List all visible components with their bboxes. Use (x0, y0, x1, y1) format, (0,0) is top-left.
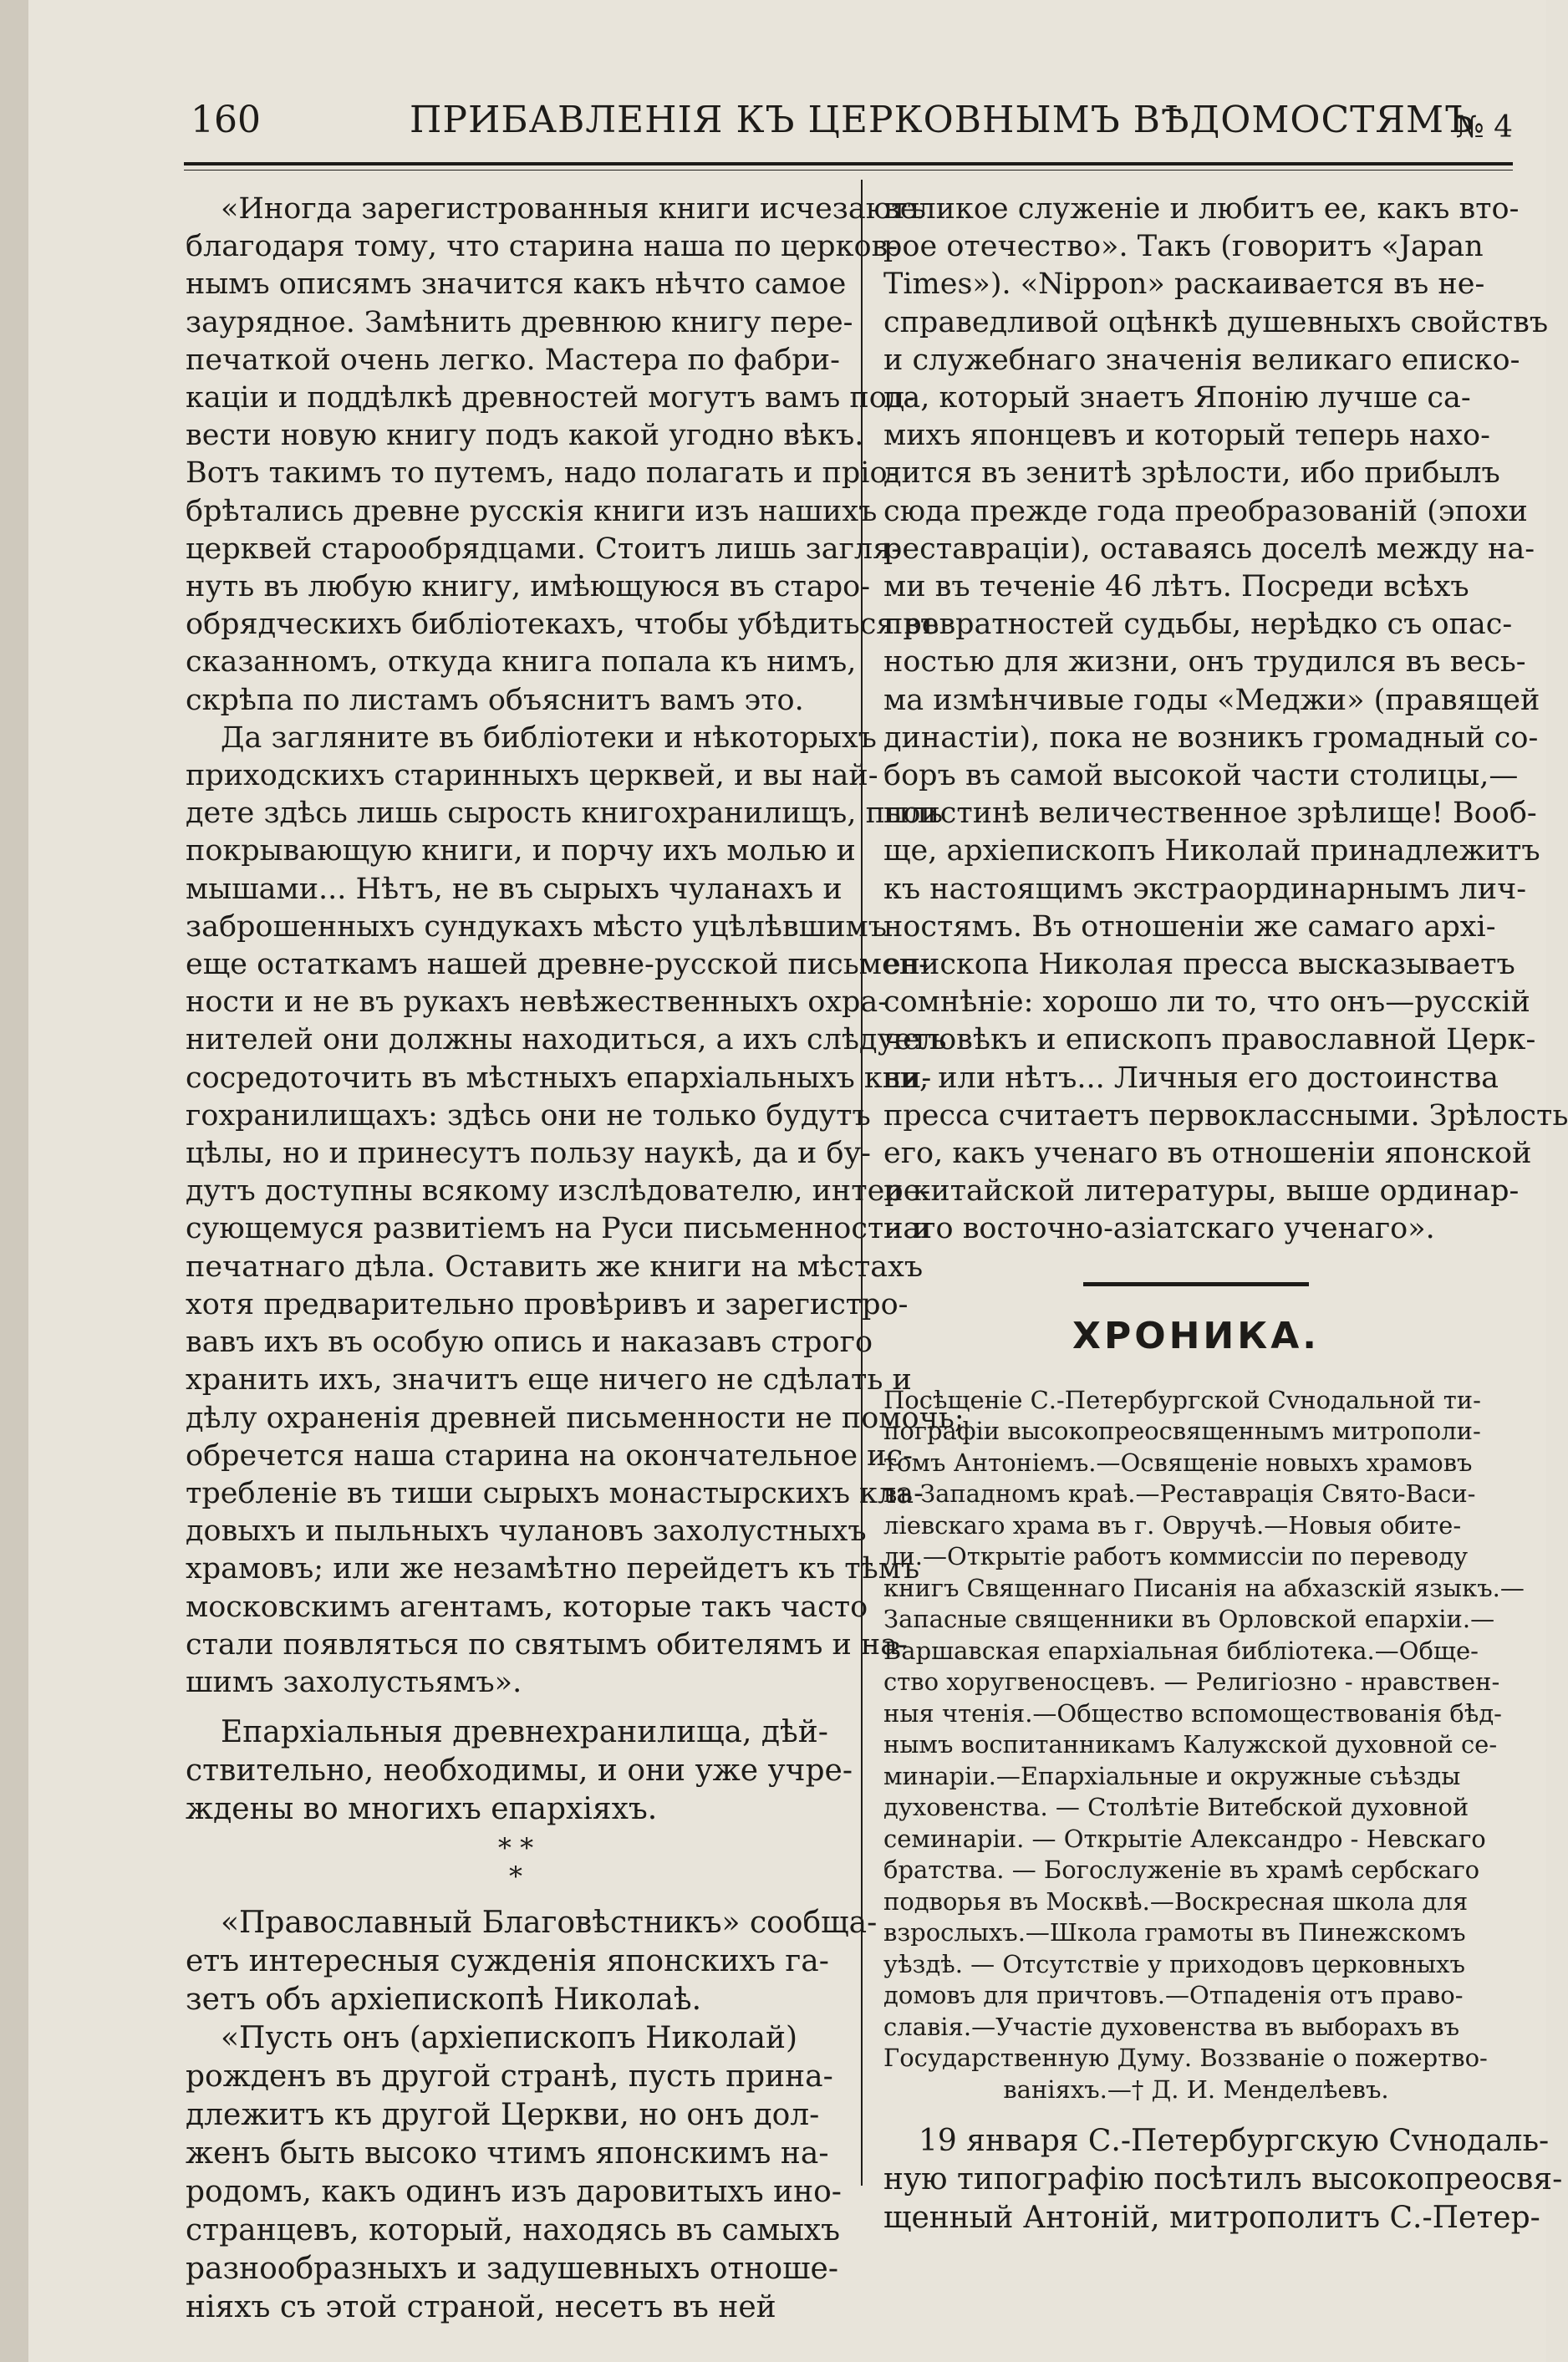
text-line: стали появляться по святымъ обителямъ и на- (186, 1627, 908, 1662)
text-line: наго восточно-азіатскаго ученаго». (883, 1212, 1435, 1246)
text-line: ждены во многихъ епархіяхъ. (186, 1792, 658, 1827)
text-line: храмовъ; или же незамѣтно перейдетъ къ тѣмъ (186, 1552, 920, 1586)
text-line: женъ быть высоко чтимъ японскимъ на- (186, 2136, 829, 2171)
paragraph (186, 191, 939, 720)
chronicle-summary (883, 1385, 1525, 2074)
text-line: довыхъ и пыльныхъ чулановъ захолустныхъ (186, 1514, 867, 1549)
paragraph (186, 2019, 846, 2327)
header-rule-thin (184, 170, 1513, 171)
text-line: ности и не въ рукахъ невѣжественныхъ охра- (186, 985, 888, 1020)
issue-number: № 4 (1455, 110, 1513, 145)
text-line: пресса считаетъ первоклассными. Зрѣлость (883, 1098, 1568, 1133)
text-line: ще, архіепископъ Николай принадлежитъ (883, 834, 1540, 868)
paragraph (186, 720, 965, 1702)
text-line: поистинѣ величественное зрѣлище! Вооб- (883, 797, 1537, 831)
text-line: въ Западномъ краѣ.—Реставрація Свято-Васи- (883, 1479, 1476, 1509)
text-line: разнообразныхъ и задушевныхъ отноше- (186, 2252, 839, 2287)
text-line: дете здѣсь лишь сырость книгохранилищъ, пыль (186, 797, 944, 831)
text-line: династіи), пока не возникъ громадный со- (883, 720, 1539, 755)
page-gutter (0, 0, 28, 2362)
text-line: благодаря тому, что старина наша по церков- (186, 230, 899, 264)
text-line: вавъ ихъ въ особую опись и наказавъ строго (186, 1326, 873, 1360)
text-line: гохранилищахъ: здѣсь они не только будутъ (186, 1098, 871, 1133)
paragraph (883, 191, 1568, 1249)
text-line: и служебнаго значенія великаго еписко- (883, 343, 1520, 377)
text-line: подворья въ Москвѣ.—Воскресная школа для (883, 1886, 1469, 1916)
text-line: зетъ объ архіепископѣ Николаѣ. (186, 1983, 702, 2018)
text-line: приходскихъ старинныхъ церквей, и вы най- (186, 759, 878, 793)
header-rule (184, 162, 1513, 165)
text-line: реставраціи), оставаясь доселѣ между на- (883, 532, 1535, 566)
page-header (184, 99, 1513, 157)
text-line: ми въ теченіе 46 лѣтъ. Посреди всѣхъ (883, 570, 1469, 604)
text-line: епископа Николая пресса высказываетъ (883, 948, 1515, 982)
text-line: скрѣпа по листамъ объяснитъ вамъ это. (186, 683, 804, 717)
text-line: михъ японцевъ и который теперь нахо- (883, 419, 1490, 453)
text-line: хранить ихъ, значитъ еще ничего не сдѣлать и (186, 1363, 912, 1397)
page-number: 160 (191, 99, 261, 141)
text-line: «Православный Благовѣстникъ» сообща- (221, 1906, 878, 1941)
text-line: уѣздѣ. — Отсутствіе у приходовъ церковныхъ (883, 1949, 1465, 1978)
text-line: боръ въ самой высокой части столицы,— (883, 759, 1519, 793)
text-line: славія.—Участіе духовенства въ выборахъ въ (883, 2012, 1460, 2041)
text-line: ви, или нѣтъ... Личныя его достоинства (883, 1061, 1499, 1095)
text-line: нымъ воспитанникамъ Калужской духовной се- (883, 1730, 1498, 1759)
text-line: нымъ описямъ значится какъ нѣчто самое (186, 267, 847, 302)
text-line: Епархіальныя древнехранилища, дѣй- (221, 1715, 828, 1750)
text-line: рое отечество». Такъ (говоритъ «Japan (883, 230, 1484, 264)
text-line: Times»). «Nippon» раскаивается въ не- (883, 267, 1485, 302)
text-line: заброшенныхъ сундукахъ мѣсто уцѣлѣвшимъ (186, 909, 888, 944)
text-line: томъ Антоніемъ.—Освященіе новыхъ храмовъ (883, 1448, 1473, 1477)
text-line: Вотъ такимъ то путемъ, надо полагать и пріо- (186, 456, 898, 491)
text-line: дутъ доступны всякому изслѣдователю, интере- (186, 1174, 931, 1209)
paragraph (186, 1713, 853, 1829)
text-line: справедливой оцѣнкѣ душевныхъ свойствъ (883, 305, 1549, 339)
text-line: церквей старообрядцами. Стоитъ лишь загля- (186, 532, 902, 566)
text-line: брѣтались древне русскія книги изъ нашихъ (186, 494, 878, 528)
text-line: Варшавская епархіальная библіотека.—Обще- (883, 1636, 1479, 1665)
text-line: родомъ, какъ одинъ изъ даровитыхъ ино- (186, 2175, 842, 2210)
text-line: человѣкъ и епископъ православной Церк- (883, 1023, 1536, 1057)
text-line: взрослыхъ.—Школа грамоты въ Пинежскомъ (883, 1918, 1466, 1947)
text-line: шимъ захолустьямъ». (186, 1665, 522, 1699)
text-line: Посѣщеніе С.-Петербургской Сvнодальной ти- (883, 1385, 1481, 1414)
text-line: «Иногда зарегистрованныя книги исчезаютъ (221, 192, 926, 226)
text-line: семинаріи. — Открытіе Александро - Невскаго (883, 1824, 1486, 1853)
text-line: ство хоругвеносцевъ. — Религіозно - нравствен- (883, 1667, 1500, 1697)
text-line: рожденъ въ другой странѣ, пусть прина- (186, 2059, 833, 2095)
text-line: странцевъ, который, находясь въ самыхъ (186, 2213, 841, 2248)
text-line: ліевскаго храма въ г. Овручѣ.—Новыя обите- (883, 1510, 1462, 1540)
text-line: требленіе въ тиши сырыхъ монастырскихъ кла- (186, 1476, 924, 1510)
chronicle-summary-last (883, 2074, 1509, 2106)
text-line: ныя чтенія.—Общество вспомоществованія бѣд- (883, 1698, 1502, 1728)
text-line: обречется наша старина на окончательное ис- (186, 1438, 913, 1473)
text-line: превратностей судьбы, нерѣдко съ опас- (883, 608, 1513, 642)
text-line: нителей они должны находиться, а ихъ слѣдуетъ (186, 1023, 947, 1057)
text-line: къ настоящимъ экстраординарнымъ лич- (883, 872, 1527, 906)
text-line: Запасные священники въ Орловской епархіи.— (883, 1605, 1495, 1634)
text-line: заурядное. Замѣнить древнюю книгу пере- (186, 305, 853, 339)
text-line: ніяхъ съ этой страной, несетъ въ ней (186, 2290, 776, 2325)
text-line: етъ интересныя сужденія японскихъ га- (186, 1944, 829, 1979)
text-line: Государственную Думу. Воззваніе о пожертво- (883, 2044, 1488, 2073)
text-line: ностямъ. Въ отношеніи же самаго архі- (883, 909, 1496, 944)
text-line: ли.—Открытіе работъ коммиссіи по переводу (883, 1542, 1469, 1571)
text-line: дѣлу охраненія древней письменности не помочь; (186, 1401, 965, 1435)
text-line: пографіи высокопреосвященнымъ митрополи- (883, 1417, 1481, 1446)
text-line: Да загляните въ библіотеки и нѣкоторыхъ (221, 720, 877, 755)
text-line: печаткой очень легко. Мастера по фабри- (186, 343, 840, 377)
text-line: па, который знаетъ Японію лучше са- (883, 381, 1471, 415)
text-line: вести новую книгу подъ какой угодно вѣкъ. (186, 419, 864, 453)
text-line: обрядческихъ библіотекахъ, чтобы убѣдиться въ (186, 608, 939, 642)
text-line: каціи и поддѣлкѣ древностей могутъ вамъ под- (186, 381, 915, 415)
stars-top: * * (497, 1832, 534, 1865)
paragraph (883, 2122, 1563, 2237)
text-line: «Пусть онъ (архіепископъ Николай) (221, 2021, 798, 2056)
text-line: хотя предварительно провѣривъ и зарегистро- (186, 1287, 909, 1321)
text-line: длежитъ къ другой Церкви, но онъ дол- (186, 2098, 820, 2133)
text-line: ствительно, необходимы, и они уже учре- (186, 1754, 853, 1789)
text-line: цѣлы, но и принесутъ пользу наукѣ, да и бу- (186, 1137, 871, 1171)
text-line: сомнѣніе: хорошо ли то, что онъ—русскій (883, 985, 1530, 1020)
text-line: минаріи.—Епархіальные и окружные съѣзды (883, 1761, 1461, 1790)
left-column (186, 191, 965, 2327)
text-line: его, какъ ученаго въ отношеніи японской (883, 1137, 1532, 1171)
text-line: духовенства. — Столѣтіе Витебской духовной (883, 1793, 1469, 1822)
section-rule (1083, 1282, 1309, 1286)
text-line: московскимъ агентамъ, которые такъ часто (186, 1590, 868, 1624)
text-line: ностью для жизни, онъ трудился въ весь- (883, 645, 1526, 680)
section-title: ХРОНИКА. (1072, 1314, 1320, 1357)
text-line: книгъ Священнаго Писанія на абхазскій языкъ.— (883, 1573, 1525, 1602)
paragraph (186, 1904, 878, 2019)
text-line: сюда прежде года преобразованій (эпохи (883, 494, 1528, 528)
text-line: сосредоточить въ мѣстныхъ епархіальныхъ кни- (186, 1061, 932, 1095)
text-line: покрывающую книги, и порчу ихъ молью и (186, 834, 856, 868)
text-line: нуть въ любую книгу, имѣющуюся въ старо- (186, 570, 871, 604)
text-line: щенный Антоній, митрополитъ С.-Петер- (883, 2201, 1540, 2236)
running-title: ПРИБАВЛЕНІЯ КЪ ЦЕРКОВНЫМЪ ВѢДОМОСТЯМЪ (410, 99, 1475, 141)
text-line: 19 января С.-Петербургскую Сvнодаль- (919, 2124, 1550, 2159)
right-column (883, 191, 1568, 2237)
text-line: и китайской литературы, выше ординар- (883, 1174, 1520, 1209)
text-line: сказанномъ, откуда книга попала къ нимъ, (186, 645, 857, 680)
text-line: домовъ для причтовъ.—Отпаденія отъ право- (883, 1981, 1464, 2010)
summary-line: ваніяхъ.—† Д. И. Менделѣевъ. (1003, 2074, 1389, 2104)
section-separator-stars (186, 1834, 846, 1891)
text-line: мышами... Нѣтъ, не въ сырыхъ чуланахъ и (186, 872, 843, 906)
stars-bottom: * (509, 1861, 522, 1893)
text-line: ную типографію посѣтилъ высокопреосвя- (883, 2162, 1563, 2197)
text-line: печатнаго дѣла. Оставить же книги на мѣстахъ (186, 1250, 924, 1284)
text-line: братства. — Богослуженіе въ храмѣ сербскаго (883, 1855, 1480, 1885)
text-line: дится въ зенитѣ зрѣлости, ибо прибылъ (883, 456, 1500, 491)
text-line: еще остаткамъ нашей древне-русской письмен- (186, 948, 929, 982)
text-line: ма измѣнчивые годы «Меджи» (правящей (883, 683, 1540, 717)
text-line: великое служеніе и любитъ ее, какъ вто- (883, 192, 1520, 226)
text-line: сующемуся развитіемъ на Руси письменности и (186, 1212, 933, 1246)
